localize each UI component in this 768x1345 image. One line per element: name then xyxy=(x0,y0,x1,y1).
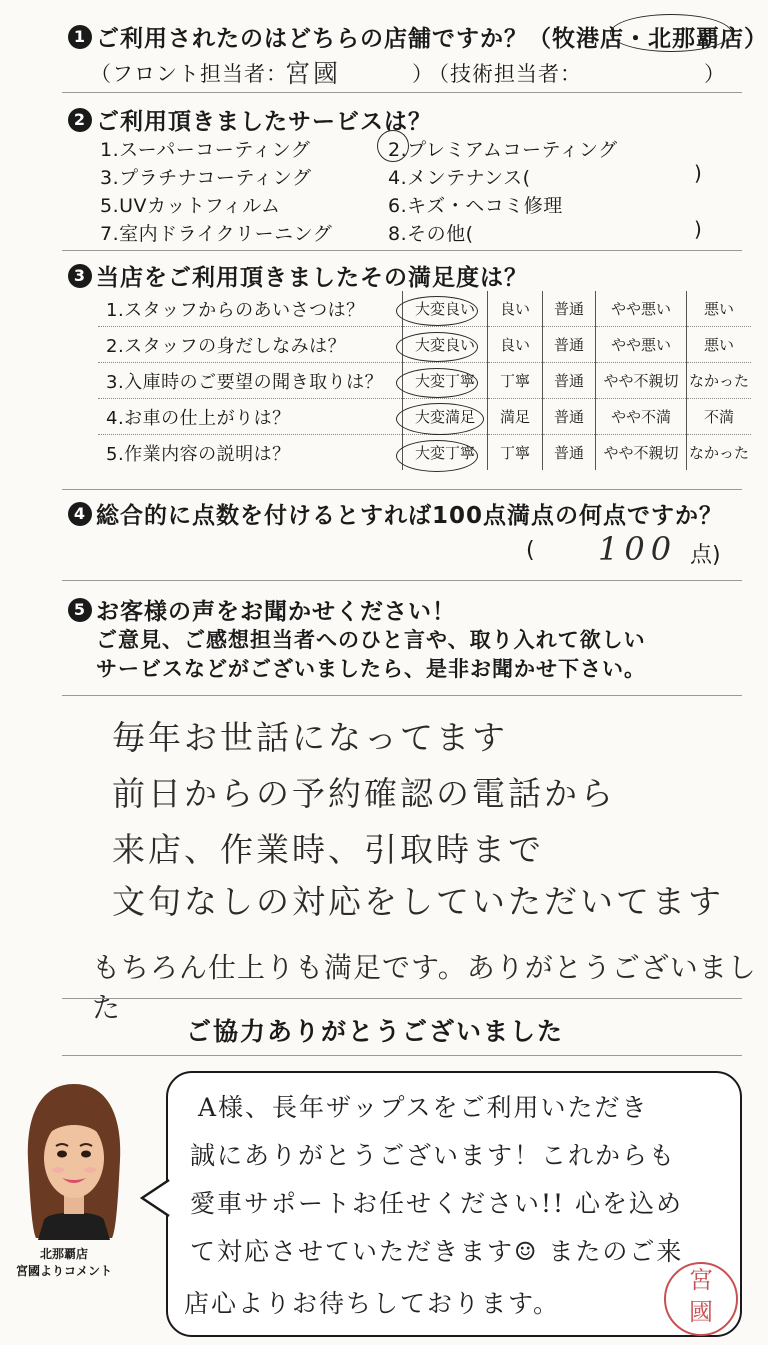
option-cell[interactable]: 普通 xyxy=(543,327,596,363)
option-cell[interactable]: 普通 xyxy=(543,363,596,399)
divider xyxy=(62,489,742,490)
comment-line: A様、長年ザップスをご利用いただき xyxy=(198,1093,649,1122)
comment-line: 店心よりお待ちしております。 xyxy=(184,1289,561,1318)
option-cell[interactable]: 満足 xyxy=(488,399,543,435)
selection-circle xyxy=(396,440,478,472)
q1-question: ご利用されたのはどちらの店舗ですか？（牧港店・北那覇店） xyxy=(96,26,768,52)
score-open: ( xyxy=(526,538,535,563)
option-cell[interactable]: 不満 xyxy=(687,399,752,435)
answer-line: 来店、作業時、引取時まで xyxy=(112,830,544,869)
q1-number: 1 xyxy=(68,25,92,49)
score-unit: 点) xyxy=(690,543,721,568)
option-cell[interactable]: 大変丁寧 xyxy=(403,363,488,399)
selection-circle xyxy=(396,368,478,398)
divider xyxy=(62,92,742,93)
service-option[interactable]: 3.プラチナコーティング xyxy=(100,167,312,189)
option-cell[interactable]: 悪い xyxy=(687,291,752,327)
option-cell[interactable]: やや不満 xyxy=(596,399,687,435)
front-staff-close: ） xyxy=(412,62,433,86)
divider xyxy=(62,1055,742,1056)
option-cell[interactable]: やや悪い xyxy=(596,291,687,327)
score-value[interactable]: 100 xyxy=(598,530,678,568)
selected-service-circle xyxy=(377,130,409,162)
staff-store: 北那覇店 xyxy=(40,1247,89,1261)
option-cell[interactable]: 丁寧 xyxy=(488,363,543,399)
q4-question: 総合的に点数を付けるとすれば100点満点の何点ですか？ xyxy=(96,503,724,529)
answer-line: 文句なしの対応をしていただいてます xyxy=(112,882,724,921)
service-option[interactable]: 8.その他( xyxy=(388,223,474,245)
q3-heading xyxy=(68,259,528,292)
divider xyxy=(62,998,742,999)
paren-close: ) xyxy=(694,161,702,185)
q5-instruction: サービスなどがございましたら、是非お聞かせ下さい。 xyxy=(96,657,646,681)
option-cell[interactable]: 大変丁寧 xyxy=(403,435,488,471)
q4-heading xyxy=(68,497,723,530)
question-label: 3.入庫時のご要望の聞き取りは？ xyxy=(98,363,403,399)
option-cell[interactable]: 良い xyxy=(488,327,543,363)
q3-number: 3 xyxy=(68,264,92,288)
paren-close: ) xyxy=(694,217,702,241)
option-cell[interactable]: 丁寧 xyxy=(488,435,543,471)
option-cell[interactable]: なかった xyxy=(687,435,752,471)
answer-line: 前日からの予約確認の電話から xyxy=(112,774,616,813)
question-label: 5.作業内容の説明は？ xyxy=(98,435,403,471)
option-cell[interactable]: なかった xyxy=(687,363,752,399)
service-option[interactable]: 6.キズ・ヘコミ修理 xyxy=(388,195,563,217)
divider xyxy=(62,695,742,696)
staff-avatar xyxy=(18,1080,130,1242)
option-cell[interactable]: 普通 xyxy=(543,291,596,327)
option-cell[interactable]: やや不親切 xyxy=(596,435,687,471)
q2-question: ご利用頂きましたサービスは？ xyxy=(96,109,432,135)
answer-line: もちろん仕上りも満足です。ありがとうございました xyxy=(92,951,757,1024)
q2-number: 2 xyxy=(68,108,92,132)
bubble-tail xyxy=(140,1176,170,1220)
comment-line: 誠にありがとうございます！これからも xyxy=(190,1141,677,1170)
comment-line: て対応させていただきます☺ またのご来 xyxy=(190,1237,684,1266)
selection-circle xyxy=(396,403,484,435)
service-option[interactable]: 4.メンテナンス( xyxy=(388,167,531,189)
divider xyxy=(62,580,742,581)
comment-line: 愛車サポートお任せください!! 心を込め xyxy=(190,1189,684,1218)
q5-heading xyxy=(68,593,456,626)
q5-instruction: ご意見、ご感想担当者へのひと言や、取り入れて欲しい xyxy=(96,628,646,652)
option-cell[interactable]: 普通 xyxy=(543,435,596,471)
q4-number: 4 xyxy=(68,502,92,526)
service-option[interactable]: 5.UVカットフィルム xyxy=(100,195,281,217)
question-label: 1.スタッフからのあいさつは？ xyxy=(106,299,365,321)
option-cell[interactable]: 大変良い xyxy=(403,291,488,327)
option-cell[interactable]: やや悪い xyxy=(596,327,687,363)
service-option[interactable]: 7.室内ドライクリーニング xyxy=(100,223,333,245)
q5-number: 5 xyxy=(68,598,92,622)
option-cell[interactable]: 大変良い xyxy=(403,327,488,363)
option-cell[interactable]: やや不親切 xyxy=(596,363,687,399)
front-staff-value[interactable]: 宮國 xyxy=(285,59,342,88)
service-option[interactable]: 1.スーパーコーティング xyxy=(100,139,311,161)
q1-staff-line xyxy=(90,58,288,88)
option-cell[interactable]: 悪い xyxy=(687,327,752,363)
thanks-message: ご協力ありがとうございました xyxy=(186,1017,565,1046)
tech-staff-close: ） xyxy=(704,62,725,86)
name-stamp xyxy=(664,1262,738,1336)
service-option[interactable]: 2.プレミアムコーティング xyxy=(388,139,618,161)
divider xyxy=(62,250,742,251)
question-label: 4.お車の仕上がりは？ xyxy=(98,399,403,435)
selection-circle xyxy=(396,332,478,362)
front-staff-label: （フロント担当者： xyxy=(90,62,288,86)
staff-name: 宮國よりコメント xyxy=(16,1264,113,1278)
q5-question: お客様の声をお聞かせください！ xyxy=(96,599,456,625)
option-cell[interactable]: 普通 xyxy=(543,399,596,435)
answer-line: 毎年お世話になってます xyxy=(112,718,508,757)
store-circle-mark xyxy=(610,14,732,52)
selection-circle xyxy=(396,296,478,326)
question-label: 2.スタッフの身だしなみは？ xyxy=(98,327,403,363)
q2-heading xyxy=(68,103,432,136)
option-cell[interactable]: 良い xyxy=(488,291,543,327)
option-cell[interactable]: 大変満足 xyxy=(403,399,488,435)
stamp-text: 宮 國 xyxy=(689,1266,713,1326)
q3-question: 当店をご利用頂きましたその満足度は？ xyxy=(96,265,528,291)
tech-staff-label: （技術担当者： xyxy=(428,62,582,86)
